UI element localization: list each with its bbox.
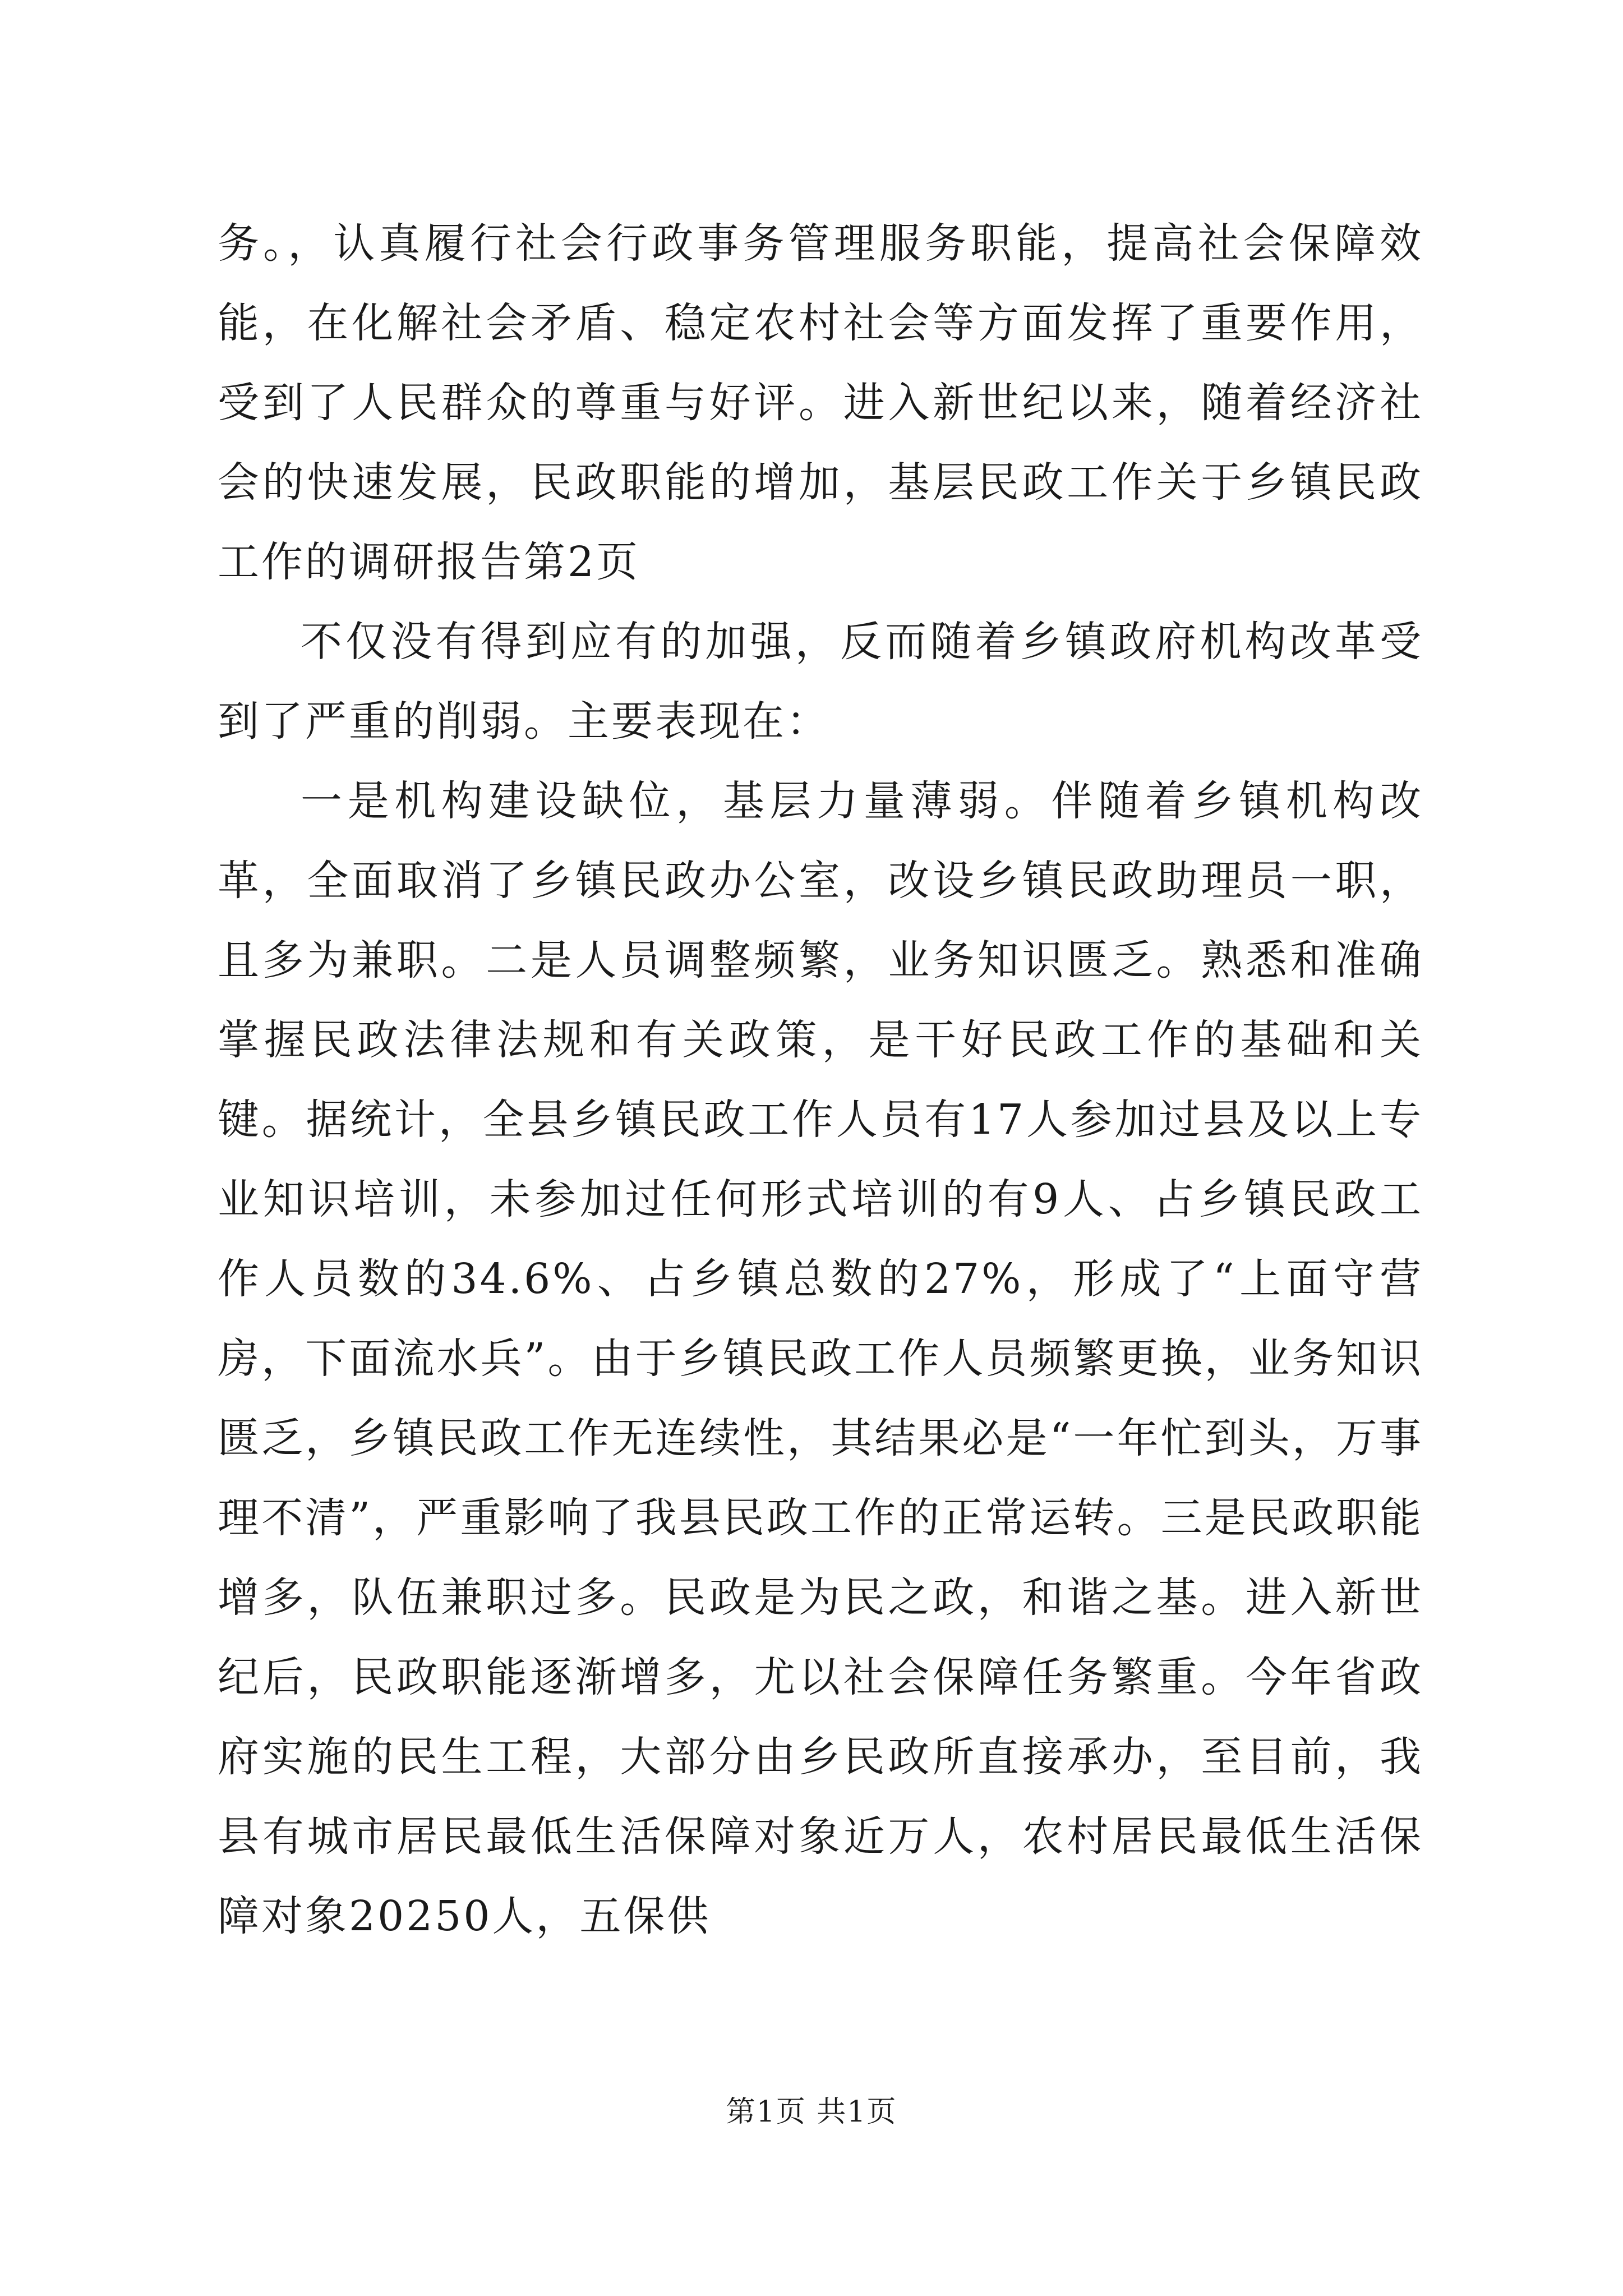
- page-footer: 第1页 共1页: [726, 2095, 897, 2129]
- document-body: [218, 204, 1423, 1956]
- paragraph-weakening: 不仅没有得到应有的加强，反而随着乡镇政府机构改革受到了严重的削弱。主要表现在：: [218, 618, 1423, 746]
- paragraph-continuation: 务。，认真履行社会行政事务管理服务职能，提高社会保障效能，在化解社会矛盾、稳定农村社会等方面发挥了重要作用，受到了人民群众的尊重与好评。进入新世纪以来，随着经济社会的快速发展，民政职能的增加，基层民政工作关于乡镇民政工作的调研报告第2页: [218, 219, 1423, 586]
- paragraph-problems: 一是机构建设缺位，基层力量薄弱。伴随着乡镇机构改革，全面取消了乡镇民政办公室，改设乡镇民政助理员一职，且多为兼职。二是人员调整频繁，业务知识匮乏。熟悉和准确掌握民政法律法规和有关政策，是干好民政工作的基础和关键。据统计，全县乡镇民政工作人员有17人参加过县及以上专业知识培训，未参加过任何形式培训的有9人、占乡镇民政工作人员数的34.6%、占乡镇总数的27%，形成了“上面守营房，下面流水兵”。由于乡镇民政工作人员频繁更换，业务知识匮乏，乡镇民政工作无连续性，其结果必是“一年忙到头，万事理不清”，严重影响了我县民政工作的正常运转。三是民政职能增多，队伍兼职过多。民政是为民之政，和谐之基。进入新世纪后，民政职能逐渐增多，尤以社会保障任务繁重。今年省政府实施的民生工程，大部分由乡民政所直接承办，至目前，我县有城市居民最低生活保障对象近万人，农村居民最低生活保障对象20250人，五保供: [218, 777, 1423, 1940]
